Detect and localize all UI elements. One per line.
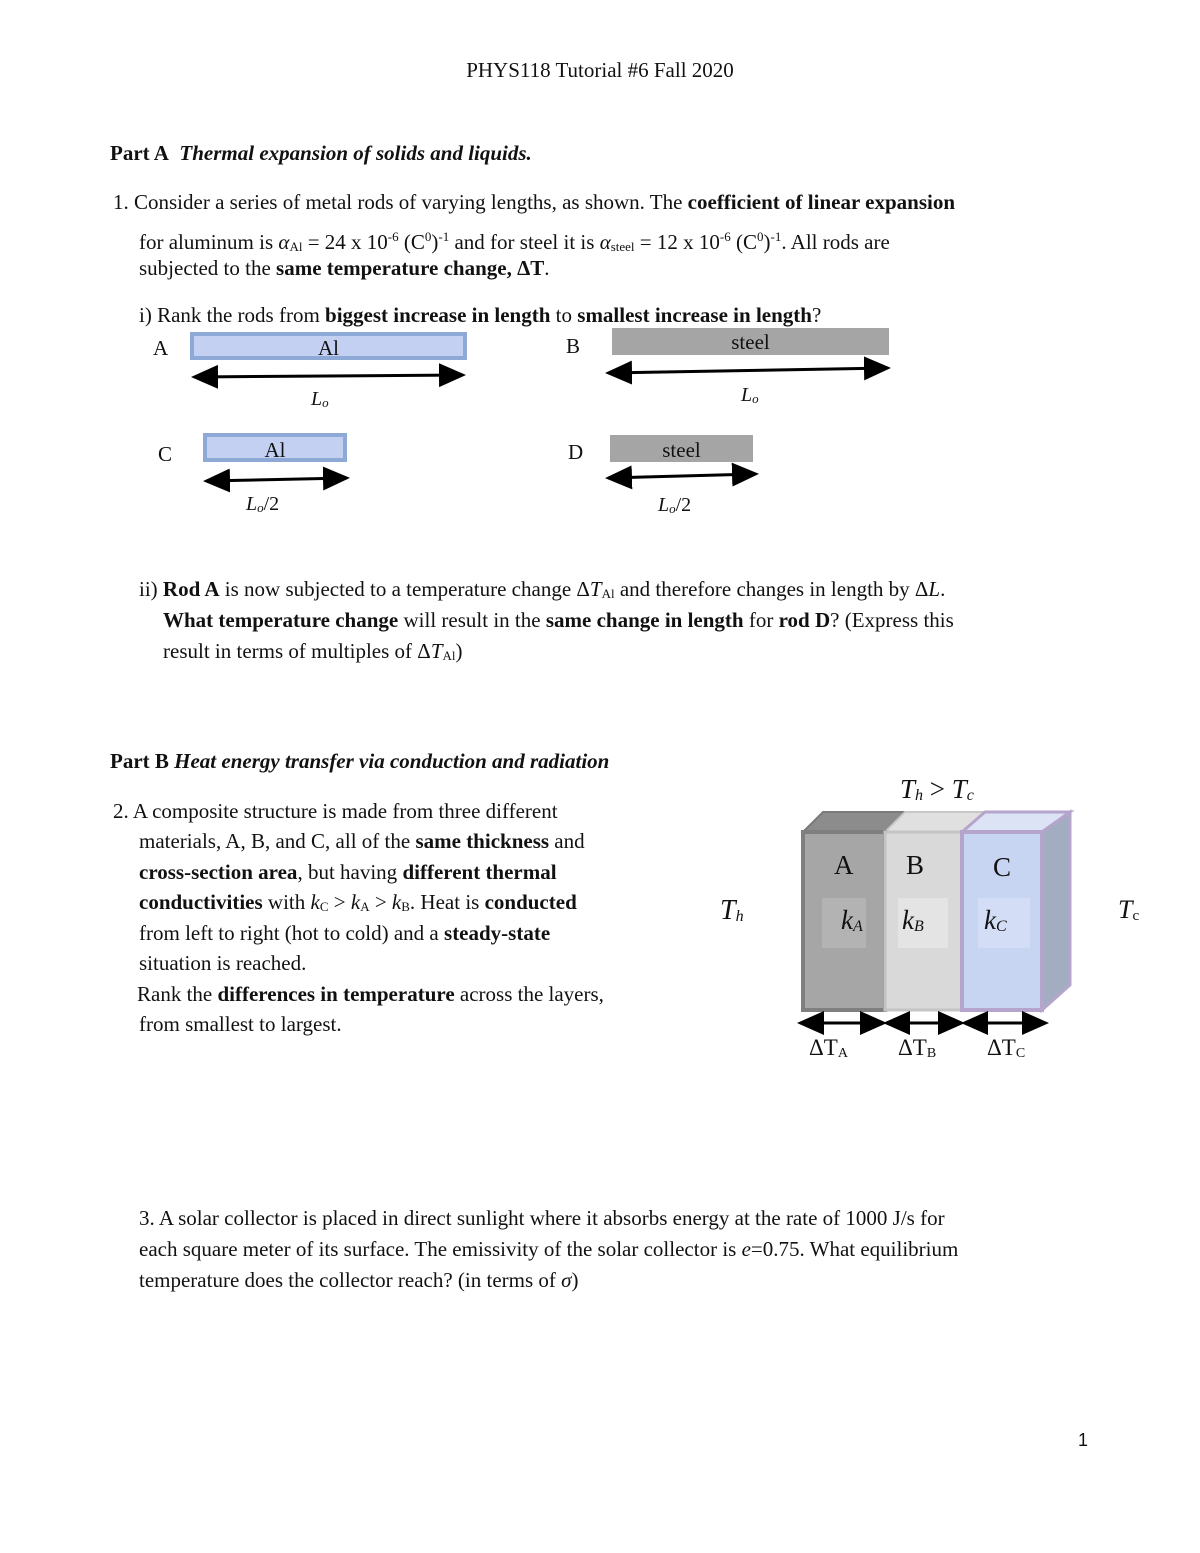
layer-b-delta-t: ΔTB: [898, 1035, 937, 1061]
layer-a-conductivity: kA: [841, 905, 863, 935]
q1-line-2: for aluminum is αAl = 24 x $10^{-6}$ $(C^0)^{-1}$ and for steel it is αsteel = 12 x $10^{-6}$ $(C^0)^{-1}$. All rods are: [139, 229, 890, 254]
q2-line-2: materials, A, B, and C, all of the same thickness and: [139, 829, 585, 853]
layer-c-conductivity: kC: [984, 905, 1007, 935]
q3-line-2: each square meter of its surface. The emissivity of the solar collector is e=0.75. What equilibrium: [139, 1237, 959, 1261]
top-temperature-label: Th > Tc: [900, 774, 974, 804]
q2-line-7: Rank the differences in temperature across the layers,: [137, 982, 604, 1006]
part-a-title: Thermal expansion of solids and liquids.: [179, 141, 532, 165]
rod-c-letter: C: [158, 442, 173, 466]
rod-d-length-arrow: [608, 474, 756, 478]
page-title: PHYS118 Tutorial #6 Fall 2020: [466, 58, 734, 82]
layer-a-letter: A: [834, 850, 854, 880]
q1-part-ii-line-1: ii) Rod A is now subjected to a temperature change ΔTAl and therefore changes in length by ΔL.: [139, 577, 946, 601]
rod-length-arrows: [0, 0, 1200, 560]
slab-graphic: [700, 770, 1180, 1090]
rod-b-material: steel: [731, 330, 770, 354]
q2-line-4: conductivities with kC > kA > kB. Heat is conducted: [139, 890, 577, 914]
q3-line-3: temperature does the collector reach? (in terms of σ): [139, 1268, 579, 1292]
rod-a-material: Al: [318, 336, 339, 360]
q2-line-3: cross-section area, but having different thermal: [139, 860, 557, 884]
q1-part-i: i) Rank the rods from biggest increase in length to smallest increase in length?: [139, 303, 822, 327]
q1-part-ii-line-2: What temperature change will result in the same change in length for rod D? (Express this: [163, 608, 954, 632]
q1-line-1: 1. Consider a series of metal rods of varying lengths, as shown. The coefficient of linear expansion: [113, 190, 956, 214]
q2-line-1: 2. A composite structure is made from three different: [113, 799, 558, 823]
part-a-label: Part A: [110, 141, 169, 165]
part-b-title: Heat energy transfer via conduction and radiation: [174, 749, 610, 773]
rod-c-material: Al: [264, 438, 286, 462]
rod-b-length-arrow: [608, 368, 888, 373]
layer-c-letter: C: [993, 852, 1012, 882]
rod-d-letter: D: [568, 440, 584, 464]
layer-a-delta-t: ΔTA: [809, 1035, 848, 1061]
part-b-heading: [110, 746, 609, 776]
rod-a-length-arrow: [194, 375, 463, 377]
layer-b-letter: B: [906, 850, 925, 880]
rod-b-letter: B: [566, 334, 581, 358]
part-b-label: Part B: [110, 749, 169, 773]
rod-d-length-label: Lo/2: [658, 494, 692, 516]
rod-c-length-arrow: [206, 478, 347, 481]
q3-line-1: 3. A solar collector is placed in direct sunlight where it absorbs energy at the rate of 1000 J/s for: [139, 1206, 945, 1230]
q1-part-ii-line-3: result in terms of multiples of ΔTAl): [163, 639, 463, 663]
rod-a-letter: A: [153, 336, 169, 360]
page-number: 1: [1078, 1430, 1089, 1450]
hot-side-label: Th: [720, 895, 744, 926]
q2-line-5: from left to right (hot to cold) and a steady-state: [139, 921, 551, 945]
cold-side-label: Tc: [1118, 895, 1140, 924]
layer-c-delta-t: ΔTC: [987, 1035, 1026, 1061]
layer-b-conductivity: kB: [902, 905, 924, 935]
layer-c-side: [1042, 812, 1070, 1010]
rod-d-material: steel: [662, 438, 701, 462]
rod-a-length-label: Lo: [311, 388, 329, 410]
q1-line-3: subjected to the same temperature change, ΔT.: [139, 256, 550, 280]
rod-c-length-label: Lo/2: [246, 493, 280, 515]
q2-line-8: from smallest to largest.: [139, 1012, 342, 1036]
q2-line-6: situation is reached.: [139, 951, 307, 975]
rod-b-length-label: Lo: [741, 384, 759, 406]
